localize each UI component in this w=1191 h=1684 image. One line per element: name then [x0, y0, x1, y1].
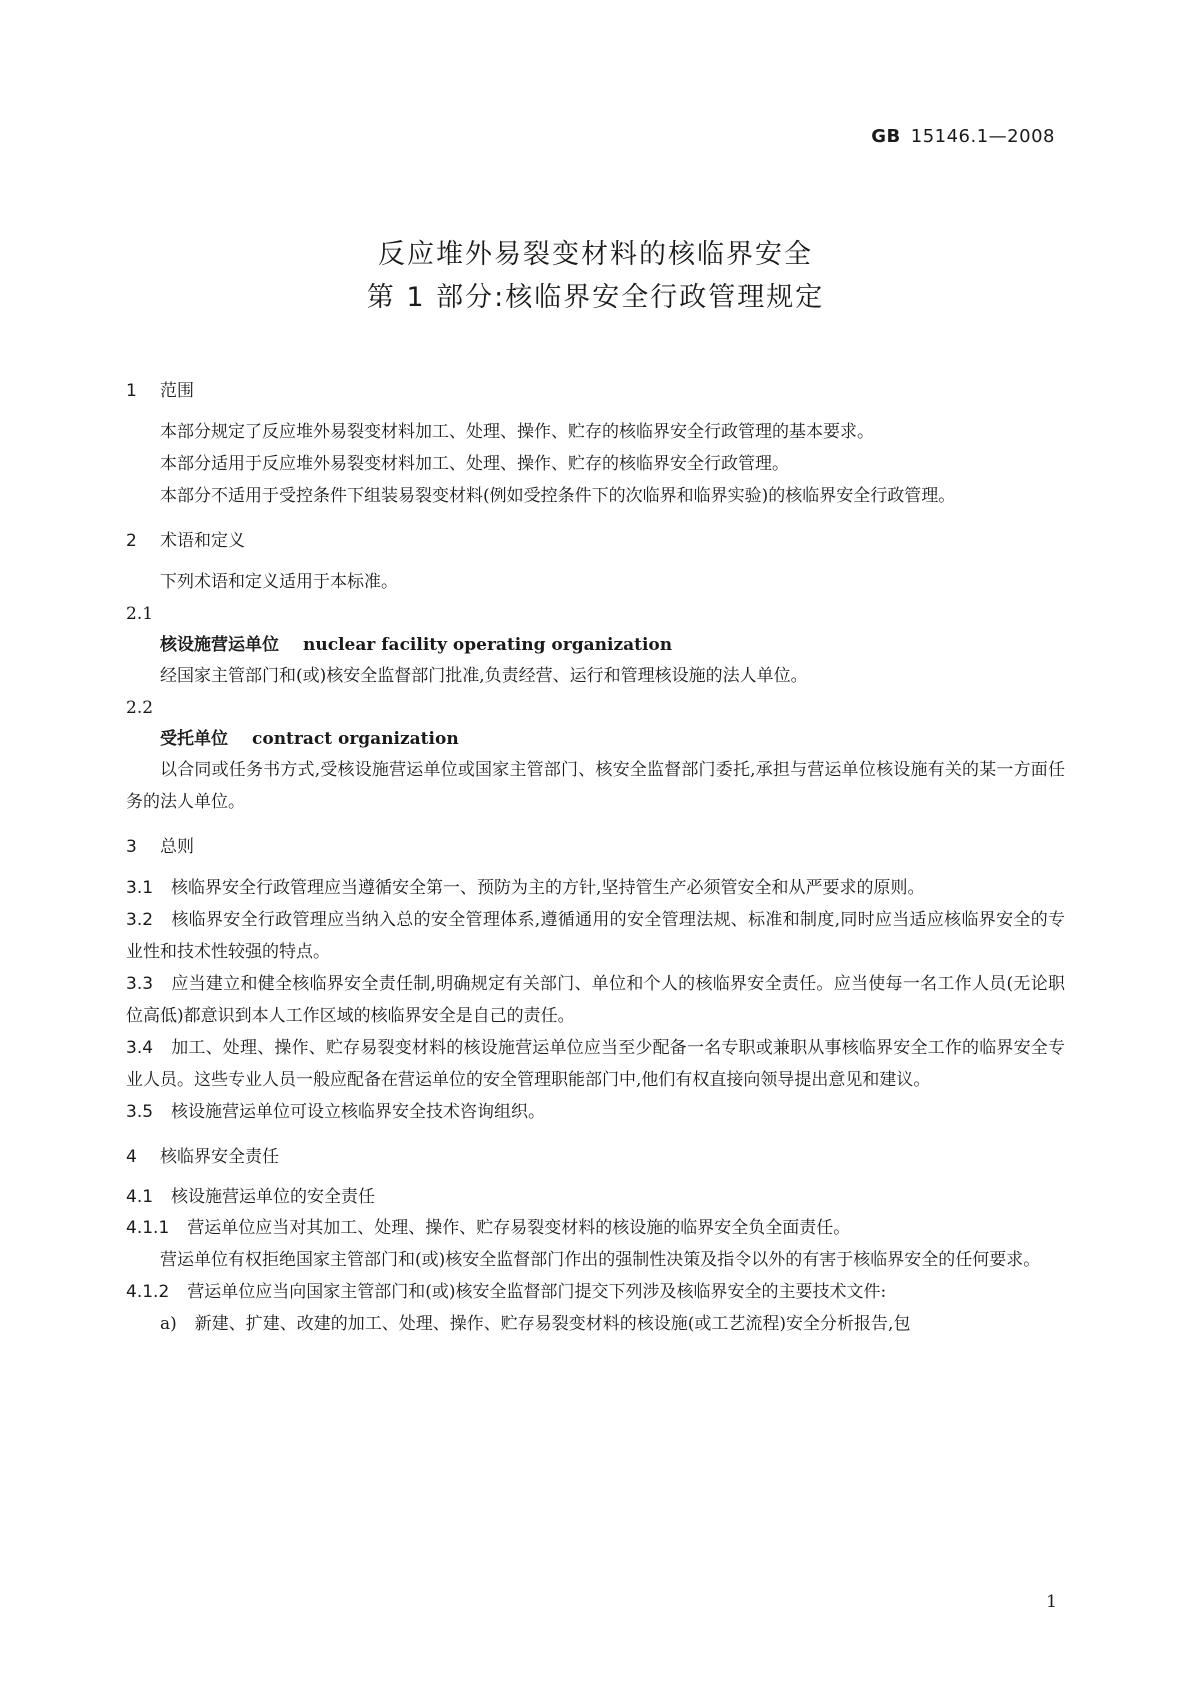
section-4-number: 4: [126, 1147, 137, 1167]
term-2-2-definition: 以合同或任务书方式,受核设施营运单位或国家主管部门、核安全监督部门委托,承担与营运单位核设施有关的某一方面任务的法人单位。: [126, 760, 1065, 812]
clause-3-1: [126, 872, 1065, 904]
clause-3-2-text: 核临界安全行政管理应当纳入总的安全管理体系,遵循通用的安全管理法规、标准和制度,同时应当适应核临界安全的专业性和技术性较强的特点。: [126, 910, 1065, 962]
clause-4-1-2-number: 4.1.2: [126, 1282, 170, 1302]
section-3-title: 总则: [160, 837, 194, 857]
standard-number: 15146.1—2008: [910, 126, 1055, 147]
clause-3-1-text: 核临界安全行政管理应当遵循安全第一、预防为主的方针,坚持管生产必须管安全和从严要求的原则。: [171, 878, 925, 898]
subsection-4-1-number: 4.1: [126, 1187, 154, 1207]
section-4-heading: [126, 1142, 1065, 1172]
section-3-number: 3: [126, 837, 137, 857]
section-1-number: 1: [126, 381, 137, 401]
term-2-1-number: 2.1: [126, 604, 154, 624]
clause-4-1-1-number: 4.1.1: [126, 1218, 170, 1238]
clause-3-5-number: 3.5: [126, 1102, 154, 1122]
clause-4-1-1: [126, 1212, 1065, 1244]
subsection-4-1-heading: [126, 1182, 1065, 1212]
section-1-title: 范围: [160, 381, 194, 401]
section-1-heading: [126, 376, 1065, 406]
clause-4-1-2: [126, 1276, 1065, 1308]
section-2-intro: 下列术语和定义适用于本标准。: [160, 572, 398, 592]
list-item-a: [126, 1308, 1065, 1340]
clause-3-3-number: 3.3: [126, 974, 154, 994]
clause-3-5: [126, 1096, 1065, 1128]
term-2-1-title: [126, 630, 1065, 660]
clause-4-1-1-paragraph-2: 营运单位有权拒绝国家主管部门和(或)核安全监督部门作出的强制性决策及指令以外的有害于核临界安全的任何要求。: [160, 1250, 1041, 1270]
clause-4-1-1-text: 营运单位应当对其加工、处理、操作、贮存易裂变材料的核设施的临界安全负全面责任。: [187, 1218, 851, 1238]
term-2-1-en: nuclear facility operating organization: [303, 635, 673, 655]
term-2-2-zh: 受托单位: [160, 729, 228, 749]
section-1-paragraph-1: 本部分规定了反应堆外易裂变材料加工、处理、操作、贮存的核临界安全行政管理的基本要求。: [160, 422, 874, 442]
clause-3-5-text: 核设施营运单位可设立核临界安全技术咨询组织。: [171, 1102, 546, 1122]
term-2-1-definition: 经国家主管部门和(或)核安全监督部门批准,负责经营、运行和管理核设施的法人单位。: [160, 666, 808, 686]
section-4-title: 核临界安全责任: [160, 1147, 279, 1167]
term-2-2-number: 2.2: [126, 698, 154, 718]
clause-3-2: [126, 904, 1065, 968]
title-line-2: 第 1 部分:核临界安全行政管理规定: [366, 282, 825, 313]
clause-3-4-text: 加工、处理、操作、贮存易裂变材料的核设施营运单位应当至少配备一名专职或兼职从事核临界安全工作的临界安全专业人员。这些专业人员一般应配备在营运单位的安全管理职能部门中,他们有权直接向领导提出意见和建议。: [126, 1038, 1065, 1090]
title-line-1: 反应堆外易裂变材料的核临界安全: [378, 239, 813, 270]
clause-3-3-text: 应当建立和健全核临界安全责任制,明确规定有关部门、单位和个人的核临界安全责任。应当使每一名工作人员(无论职位高低)都意识到本人工作区域的核临界安全是自己的责任。: [126, 974, 1065, 1026]
section-2-heading: [126, 526, 1065, 556]
subsection-4-1-title: 核设施营运单位的安全责任: [171, 1187, 376, 1207]
section-2-title: 术语和定义: [160, 531, 245, 551]
list-item-a-text: 新建、扩建、改建的加工、处理、操作、贮存易裂变材料的核设施(或工艺流程)安全分析报告,包: [194, 1314, 911, 1334]
standard-code: [871, 126, 1055, 147]
clause-3-1-number: 3.1: [126, 878, 154, 898]
section-3-heading: [126, 832, 1065, 862]
clause-4-1-2-text: 营运单位应当向国家主管部门和(或)核安全监督部门提交下列涉及核临界安全的主要技术文件:: [187, 1282, 887, 1302]
term-2-2-en: contract organization: [252, 729, 459, 749]
section-2-number: 2: [126, 531, 137, 551]
clause-3-4: [126, 1032, 1065, 1096]
section-1-paragraph-2: 本部分适用于反应堆外易裂变材料加工、处理、操作、贮存的核临界安全行政管理。: [160, 454, 789, 474]
clause-3-3: [126, 968, 1065, 1032]
list-item-a-label: a): [160, 1314, 177, 1334]
clause-3-2-number: 3.2: [126, 910, 154, 930]
term-2-2-title: [126, 724, 1065, 754]
standard-prefix: GB: [871, 126, 901, 147]
page-number: 1: [1046, 1592, 1057, 1612]
section-1-paragraph-3: 本部分不适用于受控条件下组装易裂变材料(例如受控条件下的次临界和临界实验)的核临界安全行政管理。: [160, 486, 956, 506]
document-body: [126, 376, 1065, 1340]
clause-3-4-number: 3.4: [126, 1038, 154, 1058]
term-2-1-zh: 核设施营运单位: [160, 635, 279, 655]
